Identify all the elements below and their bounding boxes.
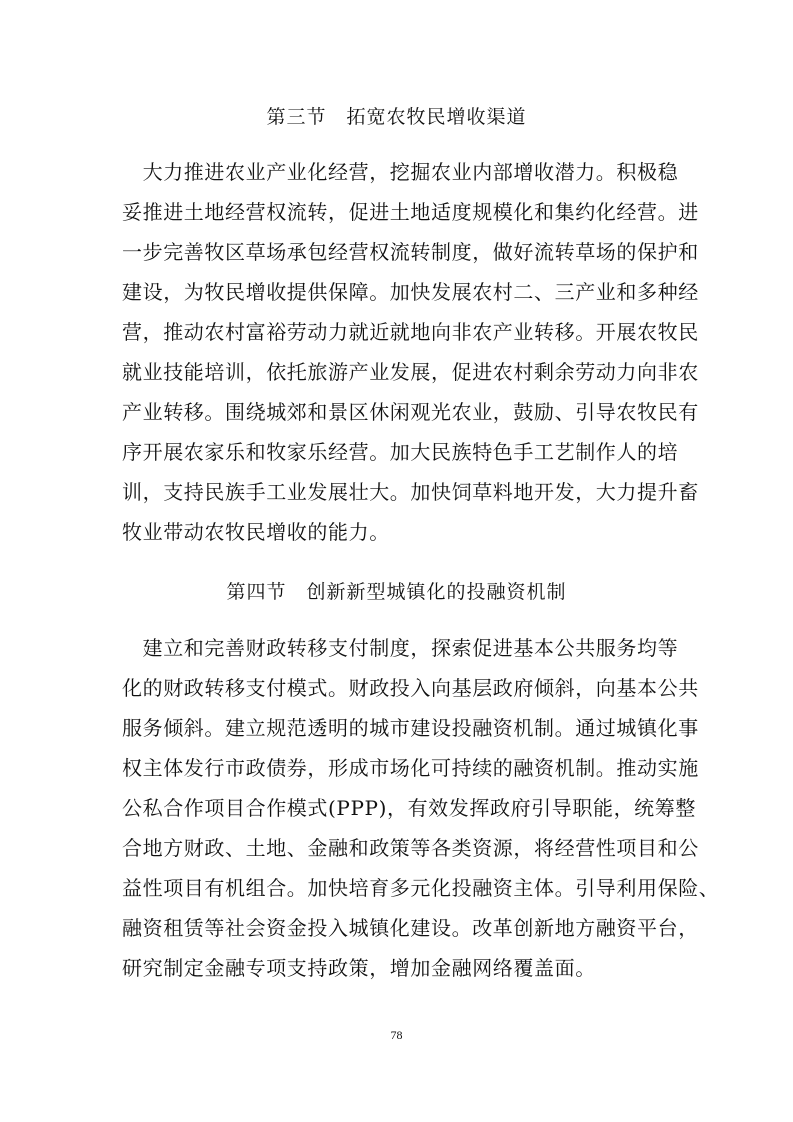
paragraph-line: 服务倾斜。建立规范透明的城市建设投融资机制。通过城镇化事 — [122, 716, 699, 740]
paragraph-line: 妥推进土地经营权流转，促进土地适度规模化和集约化经营。进 — [122, 200, 699, 224]
section-heading: 第四节 创新新型城镇化的投融资机制 — [226, 581, 567, 603]
paragraph-line: 公私合作项目合作模式(PPP)，有效发挥政府引导职能，统筹整 — [122, 796, 696, 820]
paragraph-line: 建立和完善财政转移支付制度，探索促进基本公共服务均等 — [122, 636, 679, 660]
paragraph-line: 产业转移。围绕城郊和景区休闲观光农业，鼓励、引导农牧民有 — [122, 400, 699, 424]
section-paragraph — [122, 152, 699, 552]
section-paragraph — [122, 628, 720, 988]
paragraph-line: 权主体发行市政债券，形成市场化可持续的融资机制。推动实施 — [122, 756, 699, 780]
paragraph-line: 合地方财政、土地、金融和政策等各类资源，将经营性项目和公 — [122, 836, 699, 860]
paragraph-line: 建设，为牧民增收提供保障。加快发展农村二、三产业和多种经 — [122, 280, 699, 304]
paragraph-line: 大力推进农业产业化经营，挖掘农业内部增收潜力。积极稳 — [122, 160, 679, 184]
paragraph-line: 研究制定金融专项支持政策，增加金融网络覆盖面。 — [122, 956, 596, 980]
paragraph-line: 营，推动农村富裕劳动力就近就地向非农产业转移。开展农牧民 — [122, 320, 699, 344]
page-number: 78 — [390, 1028, 403, 1042]
paragraph-line: 就业技能培训，依托旅游产业发展，促进农村剩余劳动力向非农 — [122, 360, 699, 384]
section-heading: 第三节 拓宽农牧民增收渠道 — [266, 106, 527, 128]
paragraph-line: 序开展农家乐和牧家乐经营。加大民族特色手工艺制作人的培 — [122, 440, 679, 464]
paragraph-line: 益性项目有机组合。加快培育多元化投融资主体。引导利用保险、 — [122, 876, 720, 900]
paragraph-line: 牧业带动农牧民增收的能力。 — [122, 520, 390, 544]
paragraph-line: 化的财政转移支付模式。财政投入向基层政府倾斜，向基本公共 — [122, 676, 699, 700]
paragraph-line: 训，支持民族手工业发展壮大。加快饲草料地开发，大力提升畜 — [122, 480, 699, 504]
paragraph-line: 一步完善牧区草场承包经营权流转制度，做好流转草场的保护和 — [122, 240, 699, 264]
paragraph-line: 融资租赁等社会资金投入城镇化建设。改革创新地方融资平台， — [122, 916, 699, 940]
